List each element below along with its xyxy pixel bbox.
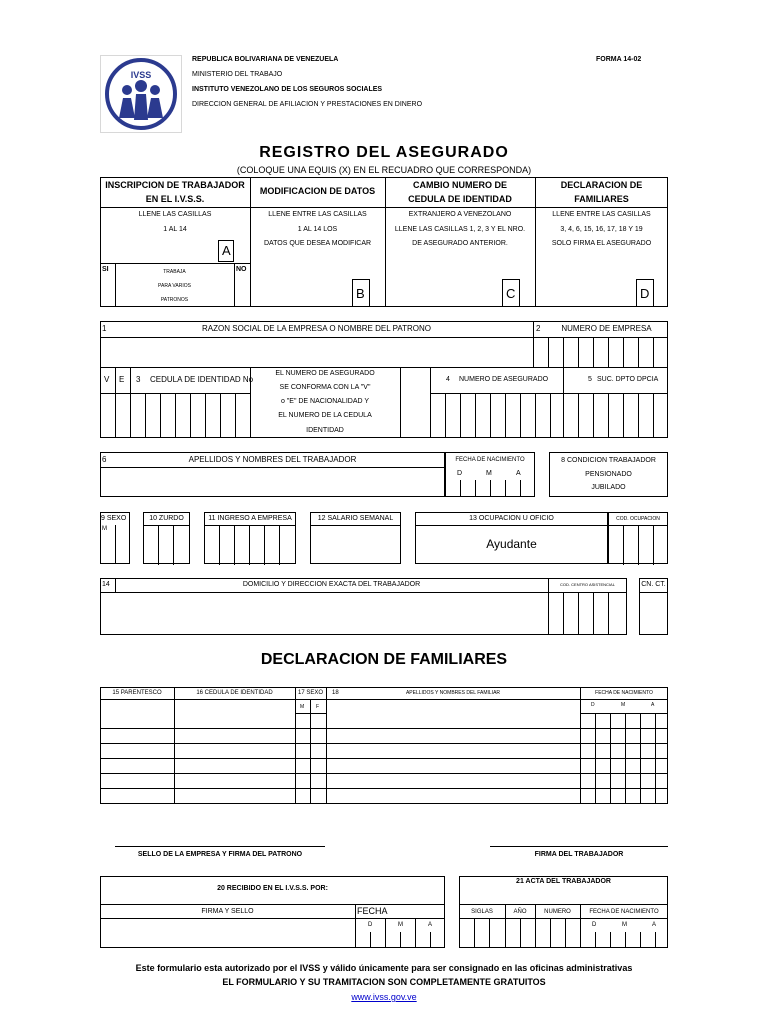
condicion-jubilado-label: JUBILADO bbox=[591, 484, 626, 491]
ingreso-label: 11 INGRESO A EMPRESA bbox=[208, 515, 292, 522]
col-fecha-d: D bbox=[591, 702, 595, 708]
acta-anio-cells[interactable] bbox=[505, 918, 535, 948]
cod-centro-cells[interactable] bbox=[548, 592, 627, 635]
condicion-pensionado-label: PENSIONADO bbox=[585, 471, 632, 478]
ocupacion-value[interactable]: Ayudante bbox=[486, 537, 537, 551]
option-a-title: INSCRIPCION DE TRABAJADOR bbox=[105, 180, 245, 190]
fecha-m-label: M bbox=[486, 470, 492, 477]
recibido-fecha-cells[interactable] bbox=[355, 932, 445, 948]
fecha-d-label: D bbox=[457, 470, 463, 477]
option-d-inst2: 3, 4, 6, 15, 16, 17, 18 Y 19 bbox=[560, 226, 643, 233]
family-row[interactable] bbox=[101, 774, 667, 788]
field-2-num: 2 bbox=[536, 324, 541, 333]
option-c-inst1: EXTRANJERO A VENEZOLANO bbox=[408, 211, 512, 218]
col-apellidos: APELLIDOS Y NOMBRES DEL FAMILIAR bbox=[405, 690, 501, 696]
acta-numero-cells[interactable] bbox=[535, 918, 580, 948]
ingreso-cells[interactable] bbox=[204, 525, 296, 564]
col-fecha: FECHA DE NACIMIENTO bbox=[595, 690, 653, 696]
field-5-num: 5 bbox=[588, 376, 592, 383]
col-18: 18 bbox=[332, 690, 339, 696]
family-row[interactable] bbox=[101, 700, 667, 728]
nacionalidad-e: E bbox=[119, 375, 125, 384]
acta-d-label: D bbox=[592, 922, 597, 928]
recibido-label: 20 RECIBIDO EN EL I.V.S.S. POR: bbox=[217, 885, 328, 892]
header-ministerio: MINISTERIO DEL TRABAJO bbox=[192, 71, 283, 78]
acta-label: 21 ACTA DEL TRABAJADOR bbox=[516, 878, 611, 885]
numero-empresa-label: NUMERO DE EMPRESA bbox=[561, 324, 652, 333]
asegurado-note-4: EL NUMERO DE LA CEDULA bbox=[278, 412, 372, 419]
acta-anio-label: AÑO bbox=[513, 909, 527, 915]
razon-social-label: RAZON SOCIAL DE LA EMPRESA O NOMBRE DEL PATRONO bbox=[202, 324, 431, 333]
logo-text: IVSS bbox=[130, 70, 152, 80]
header-direccion: DIRECCION GENERAL DE AFILIACION Y PRESTACIONES EN DINERO bbox=[192, 101, 423, 108]
firma-trabajador-label: FIRMA DEL TRABAJADOR bbox=[534, 851, 624, 858]
footer-gratuitos: EL FORMULARIO Y SU TRAMITACION SON COMPLETAMENTE GRATUITOS bbox=[222, 977, 546, 987]
option-d-title2: FAMILIARES bbox=[574, 194, 629, 204]
asegurado-note-3: o "E" DE NACIONALIDAD Y bbox=[280, 398, 370, 405]
family-row[interactable] bbox=[101, 744, 667, 758]
acta-siglas-label: SIGLAS bbox=[471, 909, 493, 915]
cod-centro-label: COD. CENTRO ASISTENCIAL bbox=[560, 582, 615, 587]
footer-website-link[interactable]: www.ivss.gov.ve bbox=[351, 992, 417, 1002]
option-d-letter: D bbox=[640, 286, 650, 301]
option-a-title2: EN EL I.V.S.S. bbox=[145, 194, 205, 204]
ivss-logo bbox=[100, 55, 182, 133]
family-row[interactable] bbox=[101, 789, 667, 803]
family-title: DECLARACION DE FAMILIARES bbox=[260, 651, 508, 668]
recibido-a-label: A bbox=[428, 922, 433, 928]
page-subtitle: (COLOQUE UNA EQUIS (X) EN EL RECUADRO QUE CORRESPONDA) bbox=[236, 165, 532, 175]
domicilio-input[interactable] bbox=[101, 593, 547, 634]
fecha-a-label: A bbox=[516, 470, 521, 477]
field-14-num: 14 bbox=[102, 581, 110, 588]
acta-fecha-cells[interactable] bbox=[580, 932, 668, 948]
cedula-cells[interactable] bbox=[130, 393, 250, 438]
recibido-d-label: D bbox=[368, 922, 373, 928]
option-c-letter: C bbox=[506, 286, 516, 301]
option-d-inst3: SOLO FIRMA EL ASEGURADO bbox=[551, 240, 652, 247]
acta-a-label: A bbox=[652, 922, 657, 928]
option-b-letter: B bbox=[356, 286, 365, 301]
page-title: REGISTRO DEL ASEGURADO bbox=[259, 144, 509, 161]
salario-input[interactable] bbox=[311, 526, 400, 563]
col-parentesco: 15 PARENTESCO bbox=[112, 690, 162, 696]
col-sexo-m: M bbox=[300, 704, 305, 710]
option-d-title: DECLARACION DE bbox=[560, 180, 643, 190]
razon-social-input[interactable] bbox=[101, 338, 532, 366]
field-1-num: 1 bbox=[102, 324, 107, 333]
sexo-input[interactable] bbox=[101, 533, 129, 563]
header-instituto: INSTITUTO VENEZOLANO DE LOS SEGUROS SOCIALES bbox=[192, 86, 383, 93]
family-row[interactable] bbox=[101, 759, 667, 773]
cod-ocupacion-label: COD. OCUPACION bbox=[616, 516, 660, 522]
option-b-inst3: DATOS QUE DESEA MODIFICAR bbox=[263, 240, 372, 247]
recibido-m-label: M bbox=[398, 922, 403, 928]
family-row[interactable] bbox=[101, 729, 667, 743]
zurdo-cells[interactable] bbox=[143, 525, 190, 564]
condicion-trabajador-label: 8 CONDICION TRABAJADOR bbox=[561, 457, 656, 464]
option-a-patronos: PATRONOS bbox=[160, 297, 189, 303]
option-c-inst2: LLENE LAS CASILLAS 1, 2, 3 Y EL NRO. bbox=[394, 226, 526, 233]
suc-dpto-cells[interactable] bbox=[563, 393, 668, 438]
col-cedula: 16 CEDULA DE IDENTIDAD bbox=[196, 690, 273, 696]
option-c-title: CAMBIO NUMERO DE bbox=[413, 180, 507, 190]
acta-m-label: M bbox=[622, 922, 627, 928]
salario-label: 12 SALARIO SEMANAL bbox=[317, 515, 394, 522]
acta-numero-label: NUMERO bbox=[544, 909, 571, 915]
firma-trabajador-line[interactable] bbox=[490, 846, 668, 847]
option-b-title: MODIFICACION DE DATOS bbox=[259, 186, 376, 196]
sexo-label: 9 SEXO bbox=[101, 515, 127, 522]
zurdo-label: 10 ZURDO bbox=[149, 515, 184, 522]
acta-siglas-cells[interactable] bbox=[459, 918, 505, 948]
field-3-num: 3 bbox=[136, 375, 141, 384]
sello-signature-line[interactable] bbox=[115, 846, 325, 847]
col-sexo-f: F bbox=[316, 704, 320, 710]
numero-asegurado-label: NUMERO DE ASEGURADO bbox=[459, 376, 549, 383]
option-d-inst1: LLENE ENTRE LAS CASILLAS bbox=[552, 211, 651, 218]
col-fecha-m: M bbox=[621, 702, 626, 708]
fecha-nacimiento-label: FECHA DE NACIMIENTO bbox=[455, 457, 525, 463]
option-a-trabaja: TRABAJA bbox=[163, 269, 186, 275]
col-sexo: 17 SEXO bbox=[298, 690, 324, 696]
apellidos-label: APELLIDOS Y NOMBRES DEL TRABAJADOR bbox=[188, 455, 357, 464]
footer-authorization: Este formulario esta autorizado por el IVSS y válido únicamente para ser consignado en las oficinas administrativas bbox=[135, 963, 633, 973]
header-republica: REPUBLICA BOLIVARIANA DE VENEZUELA bbox=[192, 56, 339, 63]
option-a-varios: PARA VARIOS bbox=[158, 283, 191, 289]
numero-empresa-cells[interactable] bbox=[533, 337, 668, 367]
numero-asegurado-cells[interactable] bbox=[430, 393, 563, 438]
option-a-inst1: LLENE LAS CASILLAS bbox=[138, 211, 212, 218]
suc-dpto-label: SUC. DPTO DPCIA bbox=[597, 376, 659, 383]
option-a-letter: A bbox=[222, 243, 231, 258]
option-b-inst1: LLENE ENTRE LAS CASILLAS bbox=[268, 211, 367, 218]
domicilio-label: DOMICILIO Y DIRECCION EXACTA DEL TRABAJADOR bbox=[242, 581, 421, 588]
asegurado-note-2: SE CONFORMA CON LA "V" bbox=[279, 384, 371, 391]
field-6-num: 6 bbox=[102, 455, 107, 464]
firma-sello-label: FIRMA Y SELLO bbox=[201, 908, 254, 915]
ocupacion-label: 13 OCUPACION U OFICIO bbox=[469, 515, 554, 522]
asegurado-note-5: IDENTIDAD bbox=[306, 427, 344, 434]
recibido-fecha-label: FECHA bbox=[357, 906, 388, 916]
ivss-logo-icon bbox=[101, 56, 181, 132]
asegurado-note-1: EL NUMERO DE ASEGURADO bbox=[275, 370, 375, 377]
apellidos-input[interactable] bbox=[101, 468, 444, 496]
field-4-num: 4 bbox=[446, 376, 450, 383]
firma-sello-input[interactable] bbox=[101, 919, 354, 947]
sello-label: SELLO DE LA EMPRESA Y FIRMA DEL PATRONO bbox=[137, 851, 303, 858]
acta-fecha-label: FECHA DE NACIMIENTO bbox=[589, 909, 659, 915]
sexo-m-label: M bbox=[102, 526, 107, 532]
cod-ocupacion-cells[interactable] bbox=[608, 525, 668, 564]
cedula-label: CEDULA DE IDENTIDAD No bbox=[150, 375, 254, 384]
fecha-nacimiento-cells[interactable] bbox=[445, 480, 535, 497]
option-a-inst2: 1 AL 14 bbox=[163, 226, 187, 233]
form-code: FORMA 14-02 bbox=[596, 56, 642, 63]
option-c-inst3: DE ASEGURADO ANTERIOR. bbox=[412, 240, 508, 247]
option-c-title2: CEDULA DE IDENTIDAD bbox=[408, 194, 512, 204]
option-a-no: NO bbox=[236, 266, 247, 273]
nacionalidad-v: V bbox=[104, 375, 110, 384]
cn-ct-label: CN. CT. bbox=[641, 581, 666, 588]
option-a-si: SI bbox=[102, 266, 109, 273]
col-fecha-a: A bbox=[651, 702, 655, 708]
option-b-inst2: 1 AL 14 LOS bbox=[297, 226, 338, 233]
